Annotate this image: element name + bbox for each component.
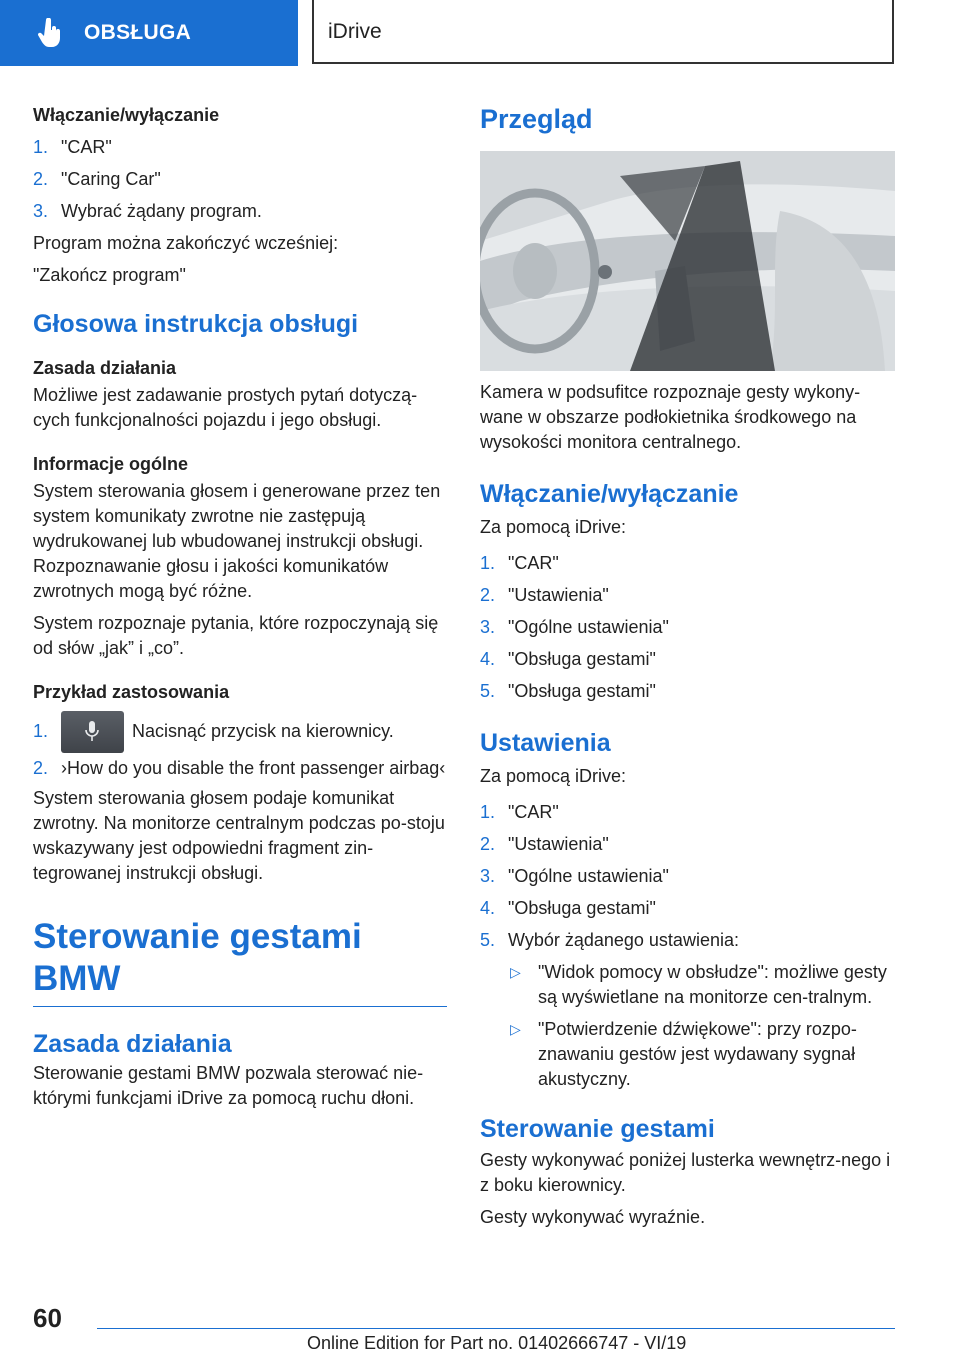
gesture-text-1: Gesty wykonywać poniżej lusterka wewnętrz-nego i z boku kierownicy. xyxy=(480,1150,891,1195)
chapter-title: iDrive xyxy=(328,20,382,43)
gesture-principle-heading: Zasada działania xyxy=(33,1030,232,1059)
example-subheading: Przykład zastosowania xyxy=(33,682,230,702)
principle-subheading: Zasada działania xyxy=(33,358,177,378)
figure-caption: Kamera w podsufitce rozpoznaje gesty wykony-wane w obszarze podłokietnika środkowego na wysokości monitora centralnego. xyxy=(480,382,861,452)
list-item: 5. Wybór żądanego ustawienia: xyxy=(480,930,739,950)
footer-divider xyxy=(97,1328,895,1329)
edition-footer: Online Edition for Part no. 01402666747 - VI/19 xyxy=(307,1333,687,1353)
list-item: 1. "CAR" xyxy=(480,553,559,573)
example-result: System sterowania głosem podaje komunikat zwrotny. Na monitorze centralnym podczas po-stoju wskazywany jest odpowiedni fragment zin-tegrowanej instrukcji obsługi. xyxy=(33,788,445,884)
onoff-steps-right xyxy=(480,551,895,704)
general-subheading: Informacje ogólne xyxy=(33,454,189,474)
list-item: 1. "CAR" xyxy=(33,137,112,157)
right-column xyxy=(480,98,895,1230)
principle-text: Możliwe jest zadawanie prostych pytań dotyczą-cych funkcjonalności pojazdu i jego obsługi. xyxy=(33,385,418,430)
list-item: 2. "Ustawienia" xyxy=(480,834,609,854)
settings-options xyxy=(480,960,895,1092)
list-item: 3. "Ogólne ustawienia" xyxy=(480,617,669,637)
car-interior-image xyxy=(480,151,895,371)
microphone-icon xyxy=(61,711,124,753)
end-early-text: Program można zakończyć wcześniej: xyxy=(33,233,339,253)
general-text-2: System rozpoznaje pytania, które rozpoczynają się od słów „jak” i „co”. xyxy=(33,613,439,658)
overview-heading: Przegląd xyxy=(480,104,593,134)
list-item: 2. "Caring Car" xyxy=(33,169,161,189)
hand-pointer-icon xyxy=(38,17,66,49)
general-text-1: System sterowania głosem i generowane przez ten system komunikaty zwrotne nie zastępują wydrukowanej lub wbudowanej instrukcji obsługi. Rozpoznawanie głosu i jakości komunikatów zwrotnych mogą być różne. xyxy=(33,481,441,601)
onoff-subheading: Włączanie/wyłączanie xyxy=(33,105,220,125)
onoff-steps xyxy=(33,135,447,224)
list-item: 4. "Obsługa gestami" xyxy=(480,898,656,918)
page-number: 60 xyxy=(33,1303,62,1333)
voice-guide-heading: Głosowa instrukcja obsługi xyxy=(33,310,359,338)
settings-steps xyxy=(480,800,895,953)
list-item: 2. ›How do you disable the front passenger airbag‹ xyxy=(33,758,446,779)
list-item: 3. "Ogólne ustawienia" xyxy=(480,866,669,886)
gesture-control-heading: Sterowanie gestami xyxy=(480,1115,715,1143)
list-item: 4. "Obsługa gestami" xyxy=(480,649,656,669)
via-idrive-2: Za pomocą iDrive: xyxy=(480,766,627,786)
gesture-principle-text: Sterowanie gestami BMW pozwala sterować nie-którymi funkcjami iDrive za pomocą ruchu dłoni. xyxy=(33,1063,424,1109)
list-item: 3. Wybrać żądany program. xyxy=(33,201,262,221)
list-item: ▷ "Widok pomocy w obsłudze": możliwe gesty są wyświetlane na monitorze cen-tralnym. xyxy=(510,962,887,1007)
via-idrive-1: Za pomocą iDrive: xyxy=(480,517,627,537)
end-command: "Zakończ program" xyxy=(33,265,186,285)
left-column xyxy=(33,98,447,1111)
list-item: 1. "CAR" xyxy=(480,802,559,822)
list-item: 1. Nacisnąć przycisk na kierownicy. xyxy=(33,710,447,753)
gesture-main-heading-block xyxy=(33,916,447,1007)
settings-heading: Ustawienia xyxy=(480,729,611,757)
example-steps xyxy=(33,710,447,781)
gesture-text-2: Gesty wykonywać wyraźnie. xyxy=(480,1207,706,1227)
onoff-heading: Włączanie/wyłączanie xyxy=(480,480,739,508)
list-item: 5. "Obsługa gestami" xyxy=(480,681,656,701)
triangle-bullet-icon: ▷ xyxy=(510,964,521,980)
section-tab xyxy=(0,0,298,66)
triangle-bullet-icon: ▷ xyxy=(510,1021,521,1037)
section-label: OBSŁUGA xyxy=(84,21,192,44)
chapter-header xyxy=(312,0,894,64)
list-item: ▷ "Potwierdzenie dźwiękowe": przy rozpo-znawaniu gestów jest wydawany sygnał akustyczny. xyxy=(510,1019,857,1089)
gesture-main-heading: Sterowanie gestami BMW xyxy=(33,917,362,999)
list-item: 2. "Ustawienia" xyxy=(480,585,609,605)
